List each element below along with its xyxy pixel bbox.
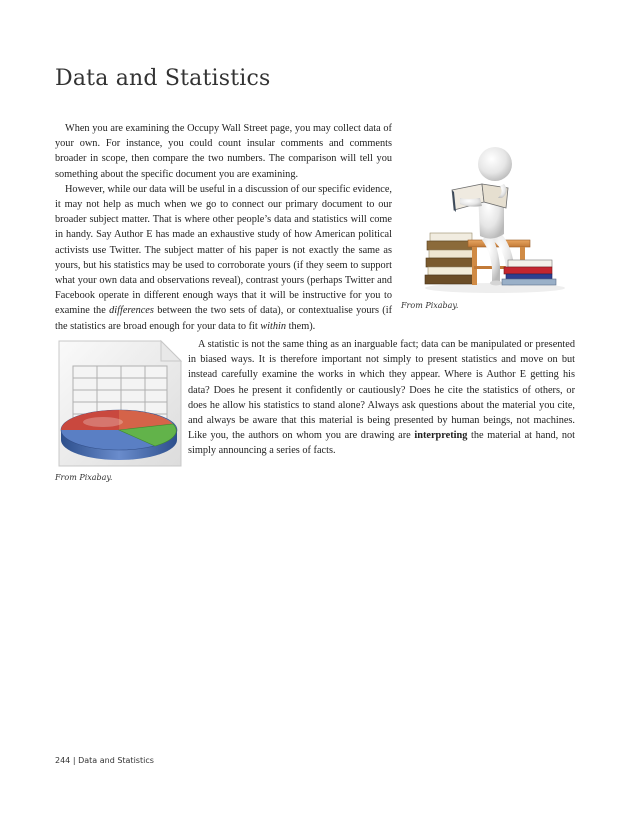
paragraph-2-text-a: However, while our data will be useful in a discussion of our specific evidence, it may not help as much when we go to connect our primary document to our broader subject matter. That is where other people’s data and statistics will come in handy. Say Author E has made an exhaustive study of how American political activists use Twitter. The subject matter of his paper is not exactly the same as yours, but his statistics may be used to corroborate yours (if they seem to support what your own data and observations reveal), contrast yours (perhaps Twitter and Facebook operate in different enough ways that it will be instructive for you to examine the — [55, 183, 392, 317]
page-number: 244 — [55, 756, 71, 765]
paragraph-3 — [188, 337, 575, 459]
paragraph-3-text-a: A statistic is not the same thing as an inarguable fact; data can be manipulated or presented in biased ways. It is therefore important not simply to present statistics and move on but instead carefully examine the works in which they appear. Where is Author E getting his data? Does he present it confidently or cautiously? Does he cite the statistics of others, or does he allow his statistics to stand alone? Always ask questions about the material you cite, and always be aware that this material is being presented by human beings, not machines. Like you, the authors on whom you are drawing are — [188, 339, 575, 442]
footer-section-title: Data and Statistics — [78, 756, 154, 765]
paragraph-2-text-b: between the two sets of data), or contextualise yours (if the statistics are broad enough for your data to fit — [55, 305, 393, 332]
figure-2-caption: From Pixabay. — [55, 473, 113, 482]
page-footer — [55, 756, 154, 765]
figure-1-caption: From Pixabay. — [401, 301, 459, 310]
page-title: Data and Statistics — [55, 66, 271, 91]
paragraph-3-text-b: the material at hand, not simply announcing a series of facts. — [188, 430, 575, 457]
footer-separator: | — [72, 756, 76, 765]
spreadsheet-pie-illustration — [55, 338, 187, 470]
paragraph-1: When you are examining the Occupy Wall Street page, you may collect data of your own. For instance, you could count insular comments and comments broader in scope, then compare the two numbers. The comparison will tell you something about the specific document you are examining. — [55, 123, 392, 180]
emphasis-within: within — [260, 320, 287, 332]
text-column-bottom — [188, 337, 575, 459]
reading-figure-illustration — [400, 128, 575, 296]
paragraph-2-text-c: them). — [286, 320, 316, 332]
emphasis-interpreting: interpreting — [414, 430, 468, 442]
text-column-top — [55, 121, 392, 334]
paragraph-2 — [55, 182, 392, 334]
emphasis-differences: differences — [109, 305, 154, 317]
